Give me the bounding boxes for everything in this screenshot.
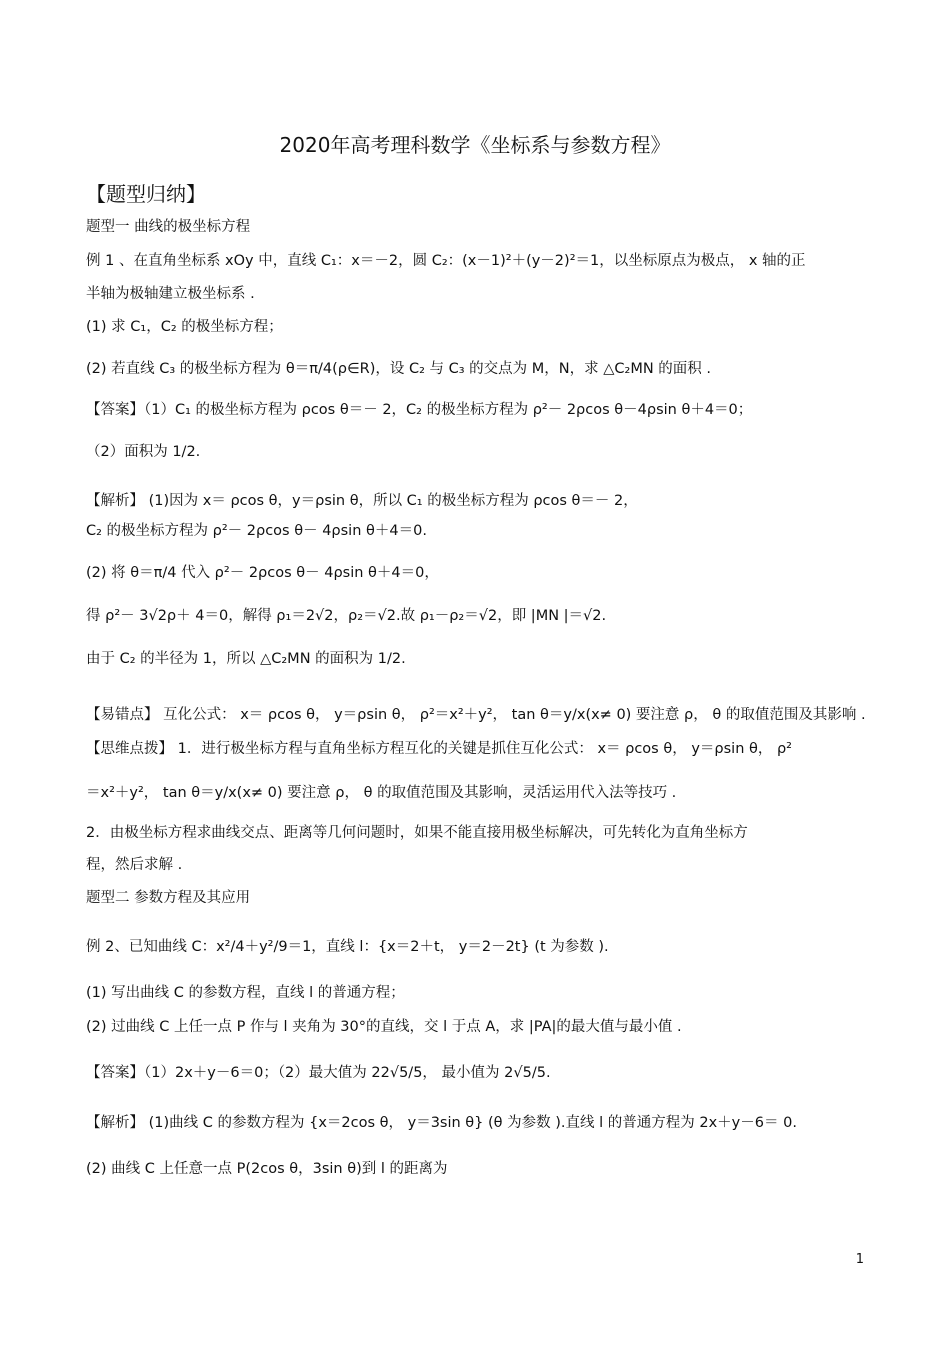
text-line: (2) 曲线 C 上任意一点 P(2cos θ，3sin θ)到 l 的距离为	[86, 1161, 448, 1177]
text-line: （2）面积为 1/2.	[86, 444, 201, 460]
text-line: (2) 若直线 C₃ 的极坐标方程为 θ＝π/4(ρ∈R)，设 C₂ 与 C₃ 的交点为 M，N，求 △C₂MN 的面积 .	[86, 361, 712, 377]
text-line: (2) 将 θ＝π/4 代入 ρ²－ 2ρcos θ－ 4ρsin θ＋4＝0，	[86, 565, 439, 581]
text-line: ＝x²＋y²， tan θ＝y/x(x≠ 0) 要注意 ρ， θ 的取值范围及其影响，灵活运用代入法等技巧 .	[86, 785, 677, 801]
text-line: 例 2、已知曲线 C：x²/4＋y²/9＝1，直线 l：{x＝2＋t， y＝2－2t} (t 为参数 ).	[86, 939, 609, 955]
text-line: (1) 写出曲线 C 的参数方程，直线 l 的普通方程；	[86, 985, 405, 1001]
text-line: 题型一 曲线的极坐标方程	[86, 219, 251, 235]
text-line: 【答案】（1）C₁ 的极坐标方程为 ρcos θ＝－ 2，C₂ 的极坐标方程为 ρ²－ 2ρcos θ－4ρsin θ＋4＝0；	[86, 402, 753, 418]
text-line: 【解析】 (1)因为 x＝ ρcos θ，y＝ρsin θ，所以 C₁ 的极坐标方程为 ρcos θ＝－ 2，	[86, 493, 638, 509]
text-line: 题型二 参数方程及其应用	[86, 890, 251, 906]
section-heading: 【题型归纳】	[86, 182, 206, 206]
text-line: 【易错点】 互化公式： x＝ ρcos θ， y＝ρsin θ， ρ²＝x²＋y²， tan θ＝y/x(x≠ 0) 要注意 ρ， θ 的取值范围及其影响 .	[86, 707, 866, 723]
text-line: 2．由极坐标方程求曲线交点、距离等几何问题时，如果不能直接用极坐标解决，可先转化为直角坐标方	[86, 825, 748, 841]
text-line: C₂ 的极坐标方程为 ρ²－ 2ρcos θ－ 4ρsin θ＋4＝0.	[86, 523, 427, 539]
text-line: (2) 过曲线 C 上任一点 P 作与 l 夹角为 30°的直线，交 l 于点 A，求 |PA|的最大值与最小值 .	[86, 1019, 682, 1035]
text-line: 由于 C₂ 的半径为 1，所以 △C₂MN 的面积为 1/2.	[86, 651, 406, 667]
text-line: 得 ρ²－ 3√2ρ＋ 4＝0，解得 ρ₁＝2√2，ρ₂＝√2.故 ρ₁－ρ₂＝√2，即 |MN |＝√2.	[86, 608, 607, 624]
text-line: 半轴为极轴建立极坐标系 .	[86, 286, 255, 302]
text-line: 【答案】（1）2x＋y－6＝0；（2）最大值为 22√5/5， 最小值为 2√5/5.	[86, 1065, 551, 1081]
text-line: 例 1 、在直角坐标系 xOy 中，直线 C₁：x＝－2，圆 C₂：(x－1)²＋(y－2)²＝1，以坐标原点为极点， x 轴的正	[86, 253, 806, 269]
text-line: (1) 求 C₁，C₂ 的极坐标方程；	[86, 319, 283, 335]
text-line: 【思维点拨】 1．进行极坐标方程与直角坐标方程互化的关键是抓住互化公式： x＝ ρcos θ， y＝ρsin θ， ρ²	[86, 741, 792, 757]
page-number: 1	[855, 1252, 864, 1267]
document-title: 2020年高考理科数学《坐标系与参数方程》	[279, 133, 671, 157]
text-line: 【解析】 (1)曲线 C 的参数方程为 {x＝2cos θ， y＝3sin θ} (θ 为参数 ).直线 l 的普通方程为 2x＋y－6＝ 0.	[86, 1115, 797, 1131]
text-line: 程，然后求解 .	[86, 857, 183, 873]
